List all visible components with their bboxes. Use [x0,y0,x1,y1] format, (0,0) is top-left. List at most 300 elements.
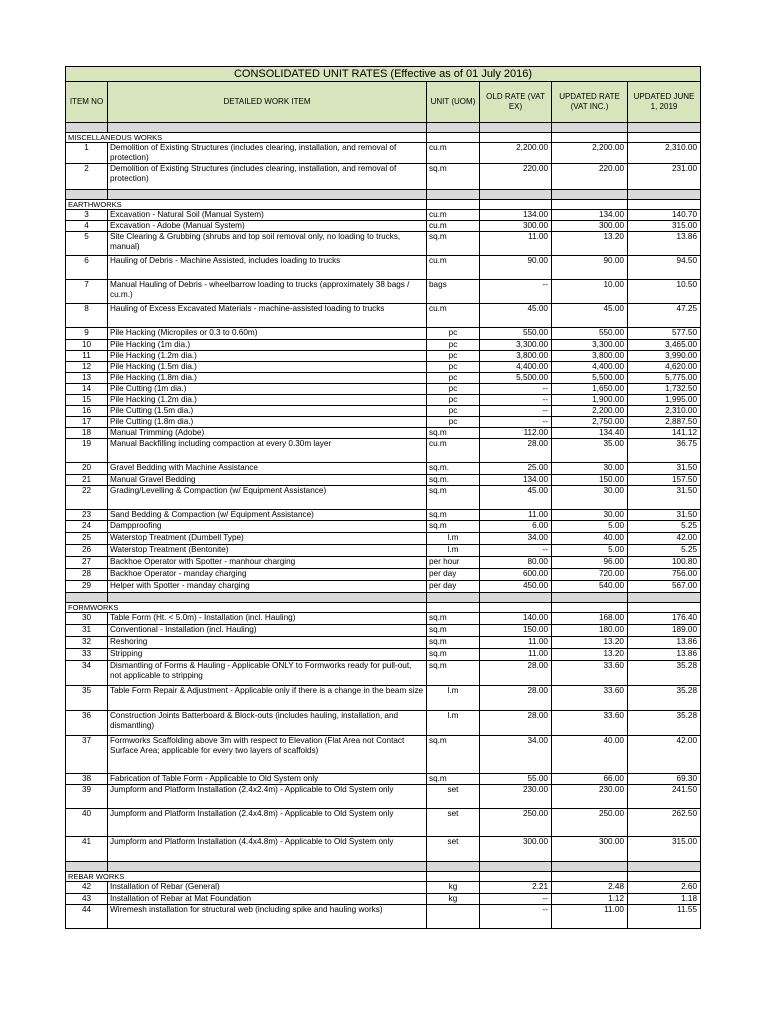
updated-june-rate-cell: 100.80 [628,557,701,569]
section-label: FORMWORKS [66,603,427,613]
unit-cell: kg [427,882,480,894]
old-rate-cell: 2,200.00 [480,143,552,164]
spacer-cell [108,190,427,200]
updated-rate-cell: 96.00 [552,557,628,569]
item-number-cell: 32 [66,637,108,649]
item-number-cell: 9 [66,328,108,340]
item-number-cell: 11 [66,351,108,362]
updated-rate-cell: 33.60 [552,661,628,686]
header-row [66,82,701,123]
updated-rate-cell: 2,750.00 [552,417,628,428]
section-empty-cell [552,200,628,210]
unit-cell: set [427,809,480,837]
updated-rate-cell: 30.00 [552,486,628,510]
updated-june-rate-cell: 241.50 [628,785,701,809]
updated-june-rate-cell: 13.86 [628,232,701,256]
unit-cell: l.m [427,711,480,736]
table-row [66,486,701,510]
section-empty-cell [628,200,701,210]
section-empty-cell [628,603,701,613]
updated-rate-cell: 720.00 [552,569,628,581]
spacer-cell [480,862,552,872]
updated-june-rate-cell: 577.50 [628,328,701,340]
spacer-cell [66,190,108,200]
updated-rate-cell: 230.00 [552,785,628,809]
table-row [66,256,701,280]
old-rate-cell: 600.00 [480,569,552,581]
spacer-cell [427,862,480,872]
item-number-cell: 36 [66,711,108,736]
item-number-cell: 2 [66,164,108,190]
updated-rate-cell: 300.00 [552,221,628,232]
updated-rate-cell: 33.60 [552,711,628,736]
table-row [66,613,701,625]
item-number-cell: 43 [66,894,108,905]
updated-rate-cell: 250.00 [552,809,628,837]
updated-june-rate-cell: 3,990.00 [628,351,701,362]
table-row [66,328,701,340]
unit-cell: per day [427,569,480,581]
old-rate-cell: 25.00 [480,463,552,475]
updated-june-rate-cell: 231.00 [628,164,701,190]
work-item-description-cell: Formworks Scaffolding above 3m with respect to Elevation (Flat Area not Contact Surface Area; applicable for every two layers of scaffolds) [108,736,427,774]
work-item-description-cell: Table Form (Ht. < 5.0m) - Installation (incl. Hauling) [108,613,427,625]
item-number-cell: 15 [66,395,108,406]
work-item-description-cell: Dismantling of Forms & Hauling - Applicable ONLY to Formworks ready for pull-out, not applicable to stripping [108,661,427,686]
item-number-cell: 20 [66,463,108,475]
old-rate-cell: 300.00 [480,221,552,232]
table-row [66,406,701,417]
work-item-description-cell: Pile Hacking (Micropiles or 0.3 to 0.60m) [108,328,427,340]
unit-cell: cu.m [427,210,480,221]
unit-cell: sq.m. [427,463,480,475]
section-empty-cell [552,603,628,613]
item-number-cell: 8 [66,304,108,328]
item-number-cell: 30 [66,613,108,625]
unit-cell: pc [427,373,480,384]
unit-cell: l.m [427,533,480,545]
table-row [66,428,701,439]
table-row [66,232,701,256]
work-item-description-cell: Pile Hacking (1.2m dia.) [108,351,427,362]
old-rate-cell: 28.00 [480,661,552,686]
item-number-cell: 27 [66,557,108,569]
item-number-cell: 14 [66,384,108,395]
unit-cell: sq.m [427,521,480,533]
old-rate-cell: 3,800.00 [480,351,552,362]
unit-cell: sq.m [427,486,480,510]
unit-cell: per day [427,581,480,593]
table-row [66,581,701,593]
old-rate-cell: -- [480,894,552,905]
updated-rate-cell: 13.20 [552,232,628,256]
section-row [66,603,701,613]
section-empty-cell [427,872,480,882]
old-rate-cell: 4,400.00 [480,362,552,373]
item-number-cell: 1 [66,143,108,164]
spacer-cell [480,190,552,200]
old-rate-cell: -- [480,384,552,395]
updated-rate-cell: 35.00 [552,439,628,463]
old-rate-cell: 550.00 [480,328,552,340]
header-updated-june: UPDATED JUNE 1, 2019 [628,82,701,123]
item-number-cell: 12 [66,362,108,373]
old-rate-cell: 6.00 [480,521,552,533]
spacer-cell [480,593,552,603]
updated-june-rate-cell: 2.60 [628,882,701,894]
unit-cell: cu.m [427,439,480,463]
updated-rate-cell: 2.48 [552,882,628,894]
old-rate-cell: 11.00 [480,232,552,256]
work-item-description-cell: Reshoring [108,637,427,649]
table-row [66,649,701,661]
header-detailed-work-item: DETAILED WORK ITEM [108,82,427,123]
unit-cell: set [427,785,480,809]
unit-rates-table [65,66,701,929]
work-item-description-cell: Hauling of Debris - Machine Assisted, includes loading to trucks [108,256,427,280]
unit-cell: pc [427,395,480,406]
work-item-description-cell: Hauling of Excess Excavated Materials - machine-assisted loading to trucks [108,304,427,328]
section-empty-cell [480,133,552,143]
table-row [66,463,701,475]
table-row [66,686,701,711]
unit-cell: pc [427,351,480,362]
unit-cell: cu.m [427,143,480,164]
updated-rate-cell: 30.00 [552,510,628,521]
section-empty-cell [552,872,628,882]
updated-rate-cell: 90.00 [552,256,628,280]
spacer-cell [628,862,701,872]
spacer-cell [108,593,427,603]
unit-cell: pc [427,362,480,373]
work-item-description-cell: Pile Cutting (1m dia.) [108,384,427,395]
item-number-cell: 18 [66,428,108,439]
old-rate-cell: 55.00 [480,774,552,785]
old-rate-cell: 300.00 [480,837,552,862]
updated-june-rate-cell: 13.86 [628,649,701,661]
updated-rate-cell: 66.00 [552,774,628,785]
old-rate-cell: 34.00 [480,736,552,774]
item-number-cell: 22 [66,486,108,510]
updated-june-rate-cell: 315.00 [628,221,701,232]
updated-rate-cell: 13.20 [552,649,628,661]
spacer-cell [108,123,427,133]
updated-rate-cell: 1.12 [552,894,628,905]
updated-june-rate-cell: 13.86 [628,637,701,649]
work-item-description-cell: Jumpform and Platform Installation (2.4x4.8m) - Applicable to Old System only [108,809,427,837]
item-number-cell: 21 [66,475,108,486]
updated-june-rate-cell: 36.75 [628,439,701,463]
updated-rate-cell: 45.00 [552,304,628,328]
spacer-row [66,862,701,872]
work-item-description-cell: Backhoe Operator - manday charging [108,569,427,581]
updated-rate-cell: 134.00 [552,210,628,221]
unit-cell: sq.m [427,232,480,256]
unit-cell: pc [427,417,480,428]
work-item-description-cell: Manual Hauling of Debris - wheelbarrow loading to trucks (approximately 38 bags / cu.m.) [108,280,427,304]
updated-june-rate-cell: 141.12 [628,428,701,439]
old-rate-cell: -- [480,406,552,417]
updated-june-rate-cell: 2,310.00 [628,143,701,164]
work-item-description-cell: Sand Bedding & Compaction (w/ Equipment Assistance) [108,510,427,521]
updated-rate-cell: 150.00 [552,475,628,486]
unit-cell: per hour [427,557,480,569]
unit-cell: pc [427,340,480,351]
spacer-cell [427,593,480,603]
table-row [66,557,701,569]
unit-cell: sq.m [427,625,480,637]
unit-cell: sq.m. [427,475,480,486]
work-item-description-cell: Fabrication of Table Form - Applicable to Old System only [108,774,427,785]
unit-cell: sq.m [427,637,480,649]
updated-june-rate-cell: 189.00 [628,625,701,637]
item-number-cell: 28 [66,569,108,581]
table-row [66,905,701,929]
updated-rate-cell: 220.00 [552,164,628,190]
updated-june-rate-cell: 31.50 [628,510,701,521]
updated-rate-cell: 180.00 [552,625,628,637]
item-number-cell: 29 [66,581,108,593]
work-item-description-cell: Pile Hacking (1.8m dia.) [108,373,427,384]
updated-june-rate-cell: 3,465.00 [628,340,701,351]
old-rate-cell: 134.00 [480,475,552,486]
updated-rate-cell: 40.00 [552,533,628,545]
old-rate-cell: 220.00 [480,164,552,190]
updated-june-rate-cell: 1,995.00 [628,395,701,406]
section-row [66,200,701,210]
updated-rate-cell: 3,300.00 [552,340,628,351]
work-item-description-cell: Jumpform and Platform Installation (2.4x2.4m) - Applicable to Old System only [108,785,427,809]
item-number-cell: 26 [66,545,108,557]
spacer-cell [66,862,108,872]
unit-cell: cu.m [427,221,480,232]
updated-june-rate-cell: 1,732.50 [628,384,701,395]
item-number-cell: 7 [66,280,108,304]
item-number-cell: 17 [66,417,108,428]
updated-rate-cell: 5.00 [552,545,628,557]
item-number-cell: 40 [66,809,108,837]
unit-cell: set [427,837,480,862]
updated-rate-cell: 4,400.00 [552,362,628,373]
table-row [66,894,701,905]
spacer-cell [552,593,628,603]
section-empty-cell [480,200,552,210]
table-row [66,510,701,521]
item-number-cell: 24 [66,521,108,533]
work-item-description-cell: Dampproofing [108,521,427,533]
section-label: REBAR WORKS [66,872,427,882]
header-item-no: ITEM NO [66,82,108,123]
work-item-description-cell: Jumpform and Platform Installation (4.4x4.8m) - Applicable to Old System only [108,837,427,862]
work-item-description-cell: Construction Joints Batterboard & Block-outs (includes hauling, installation, and dismantling) [108,711,427,736]
updated-june-rate-cell: 4,620.00 [628,362,701,373]
updated-june-rate-cell: 69.30 [628,774,701,785]
updated-june-rate-cell: 756.00 [628,569,701,581]
spacer-row [66,123,701,133]
updated-june-rate-cell: 35.28 [628,711,701,736]
section-row [66,872,701,882]
work-item-description-cell: Demolition of Existing Structures (includes clearing, installation, and removal of protection) [108,143,427,164]
work-item-description-cell: Manual Gravel Bedding [108,475,427,486]
item-number-cell: 5 [66,232,108,256]
unit-cell: pc [427,384,480,395]
item-number-cell: 19 [66,439,108,463]
work-item-description-cell: Manual Trimming (Adobe) [108,428,427,439]
updated-june-rate-cell: 31.50 [628,463,701,475]
section-empty-cell [628,133,701,143]
updated-rate-cell: 168.00 [552,613,628,625]
work-item-description-cell: Gravel Bedding with Machine Assistance [108,463,427,475]
spacer-row [66,190,701,200]
work-item-description-cell: Demolition of Existing Structures (includes clearing, installation, and removal of protection) [108,164,427,190]
unit-cell: sq.m [427,736,480,774]
table-row [66,351,701,362]
item-number-cell: 6 [66,256,108,280]
updated-rate-cell: 1,900.00 [552,395,628,406]
item-number-cell: 41 [66,837,108,862]
updated-june-rate-cell: 5,775.00 [628,373,701,384]
updated-june-rate-cell: 2,887.50 [628,417,701,428]
spacer-cell [66,123,108,133]
work-item-description-cell: Installation of Rebar (General) [108,882,427,894]
unit-cell: l.m [427,686,480,711]
unit-cell: sq.m [427,613,480,625]
updated-june-rate-cell: 35.28 [628,686,701,711]
work-item-description-cell: Waterstop Treatment (Bentonite) [108,545,427,557]
work-item-description-cell: Backhoe Operator with Spotter - manhour charging [108,557,427,569]
table-row [66,143,701,164]
table-row [66,210,701,221]
table-row [66,837,701,862]
work-item-description-cell: Pile Cutting (1.8m dia.) [108,417,427,428]
work-item-description-cell: Site Clearing & Grubbing (shrubs and top soil removal only, no loading to trucks, manual) [108,232,427,256]
table-row [66,384,701,395]
header-updated-rate: UPDATED RATE (VAT INC.) [552,82,628,123]
old-rate-cell: 28.00 [480,439,552,463]
unit-cell: sq.m [427,164,480,190]
item-number-cell: 44 [66,905,108,929]
updated-june-rate-cell: 42.00 [628,533,701,545]
spacer-cell [427,190,480,200]
old-rate-cell: 45.00 [480,304,552,328]
spacer-cell [552,123,628,133]
work-item-description-cell: Table Form Repair & Adjustment - Applicable only if there is a change in the beam size [108,686,427,711]
work-item-description-cell: Grading/Levelling & Compaction (w/ Equipment Assistance) [108,486,427,510]
item-number-cell: 31 [66,625,108,637]
section-label: MISCELLANEOUS WORKS [66,133,427,143]
old-rate-cell: 34.00 [480,533,552,545]
updated-june-rate-cell: 262.50 [628,809,701,837]
updated-rate-cell: 11.00 [552,905,628,929]
table-row [66,569,701,581]
updated-june-rate-cell: 31.50 [628,486,701,510]
unit-cell: pc [427,406,480,417]
unit-cell: pc [427,328,480,340]
updated-rate-cell: 40.00 [552,736,628,774]
old-rate-cell: 230.00 [480,785,552,809]
section-label: EARTHWORKS [66,200,427,210]
unit-cell: cu.m [427,304,480,328]
spacer-cell [552,190,628,200]
old-rate-cell: 5,500.00 [480,373,552,384]
unit-cell: kg [427,894,480,905]
item-number-cell: 3 [66,210,108,221]
work-item-description-cell: Excavation - Natural Soil (Manual System) [108,210,427,221]
section-empty-cell [427,603,480,613]
spacer-cell [628,593,701,603]
header-old-rate: OLD RATE (VAT EX) [480,82,552,123]
updated-rate-cell: 5.00 [552,521,628,533]
table-row [66,545,701,557]
section-empty-cell [480,603,552,613]
item-number-cell: 4 [66,221,108,232]
updated-rate-cell: 2,200.00 [552,143,628,164]
table-row [66,395,701,406]
table-row [66,521,701,533]
work-item-description-cell: Conventional - Installation (incl. Hauling) [108,625,427,637]
table-row [66,362,701,373]
section-empty-cell [480,872,552,882]
old-rate-cell: 150.00 [480,625,552,637]
old-rate-cell: -- [480,395,552,406]
updated-june-rate-cell: 10.50 [628,280,701,304]
old-rate-cell: -- [480,417,552,428]
item-number-cell: 34 [66,661,108,686]
table-row [66,882,701,894]
work-item-description-cell: Installation of Rebar at Mat Foundation [108,894,427,905]
table-title: CONSOLIDATED UNIT RATES (Effective as of 01 July 2016) [66,67,701,82]
table-row [66,625,701,637]
table-row [66,439,701,463]
spacer-row [66,593,701,603]
table-row [66,280,701,304]
work-item-description-cell: Pile Hacking (1m dia.) [108,340,427,351]
item-number-cell: 37 [66,736,108,774]
item-number-cell: 39 [66,785,108,809]
updated-june-rate-cell: 1.18 [628,894,701,905]
old-rate-cell: 28.00 [480,686,552,711]
item-number-cell: 16 [66,406,108,417]
unit-cell: cu.m [427,256,480,280]
item-number-cell: 10 [66,340,108,351]
old-rate-cell: -- [480,280,552,304]
spacer-cell [628,190,701,200]
updated-june-rate-cell: 140.70 [628,210,701,221]
old-rate-cell: 140.00 [480,613,552,625]
updated-june-rate-cell: 35.28 [628,661,701,686]
header-unit: UNIT (UOM) [427,82,480,123]
table-row [66,475,701,486]
item-number-cell: 38 [66,774,108,785]
table-row [66,785,701,809]
unit-cell: sq.m [427,510,480,521]
old-rate-cell: 11.00 [480,510,552,521]
unit-cell [427,905,480,929]
section-empty-cell [628,872,701,882]
table-row [66,417,701,428]
section-row [66,133,701,143]
old-rate-cell: 2.21 [480,882,552,894]
old-rate-cell: -- [480,905,552,929]
updated-rate-cell: 550.00 [552,328,628,340]
table-row [66,340,701,351]
updated-june-rate-cell: 567.00 [628,581,701,593]
table-row [66,533,701,545]
spacer-cell [628,123,701,133]
updated-june-rate-cell: 176.40 [628,613,701,625]
updated-rate-cell: 10.00 [552,280,628,304]
updated-rate-cell: 540.00 [552,581,628,593]
